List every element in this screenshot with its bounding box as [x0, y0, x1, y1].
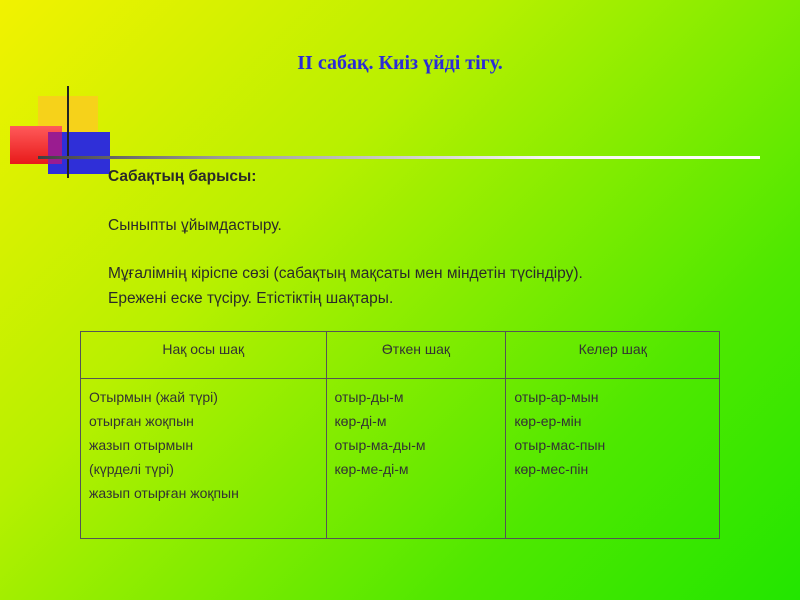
header-present-tense: Нақ осы шақ: [81, 332, 327, 379]
list-item: отыр-мас-пын: [514, 437, 606, 453]
header-past-tense: Өткен шақ: [326, 332, 506, 379]
decorative-horizontal-rule: [38, 156, 760, 159]
decorative-overlap-square: [48, 132, 62, 164]
list-item: жазып отырмын: [89, 437, 194, 453]
list-item: көр-ер-мін: [514, 413, 582, 429]
table-row: [81, 379, 720, 539]
list-item: жазып отырған жоқпын: [89, 485, 239, 501]
present-tense-cell: [81, 379, 327, 539]
lesson-progress-heading: Сабақтың барысы:: [108, 168, 257, 185]
list-item: отыр-ма-ды-м: [334, 437, 426, 453]
slide-title: II сабақ. Киіз үйді тігу.: [297, 52, 503, 74]
list-item: көр-ді-м: [334, 413, 387, 429]
list-item: (күрделі түрі): [89, 461, 174, 477]
lesson-step-organize: Сыныпты ұйымдастыру.: [108, 217, 282, 234]
lesson-step-intro: Мұғалімнің кіріспе сөзі (сабақтың мақсаты мен міндетін түсіндіру).: [108, 265, 583, 282]
lesson-step-rule: Ережені еске түсіру. Етістіктің шақтары.: [108, 290, 394, 307]
list-item: отыр-ды-м: [334, 389, 404, 405]
list-item: отырған жоқпын: [89, 413, 194, 429]
verb-tenses-table: [80, 331, 720, 539]
header-future-tense: Келер шақ: [506, 332, 720, 379]
list-item: көр-мес-пін: [514, 461, 589, 477]
list-item: көр-ме-ді-м: [334, 461, 409, 477]
future-tense-cell: [506, 379, 720, 539]
list-item: отыр-ар-мын: [514, 389, 599, 405]
table-header-row: [81, 332, 720, 379]
decorative-vertical-line: [67, 86, 69, 178]
list-item: Отырмын (жай түрі): [89, 389, 218, 405]
past-tense-cell: [326, 379, 506, 539]
